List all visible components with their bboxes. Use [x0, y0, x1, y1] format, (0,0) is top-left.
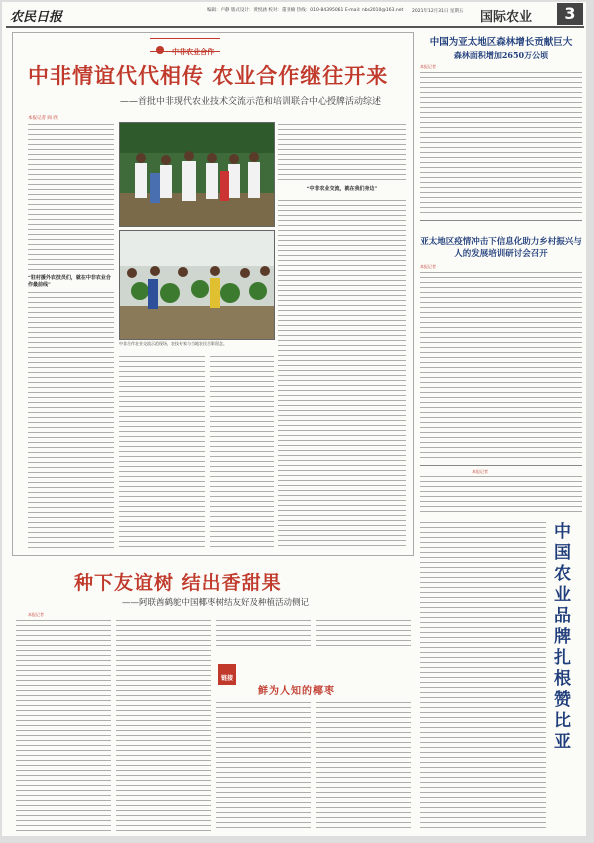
right-story-2-headline: 亚太地区疫情冲击下信息化助力乡村振兴与人的发展培训研讨会召开 — [420, 237, 582, 259]
photo-group-greenhouse — [120, 231, 274, 339]
bottom-box-text-2 — [316, 702, 411, 832]
bottom-headline: 种下友谊树 结出香甜果 — [74, 572, 282, 594]
masthead-info: 编辑：卢静 版式设计：黄悦涵 校对：董亚楠 热线：010-84395061 E-mail: nbs2010@163.net — [207, 8, 404, 13]
lead-text-col-1b — [28, 292, 114, 550]
page-number — [557, 3, 583, 25]
lead-text-col-2 — [119, 356, 205, 550]
lead-headline: 中非情谊代代相传 农业合作继往开来 — [28, 63, 389, 88]
bottom-text-col-4 — [316, 620, 411, 650]
masthead-rule — [6, 26, 584, 28]
photo-group-outdoor — [120, 123, 274, 226]
bottom-link-label — [218, 664, 236, 685]
lead-text-col-3a — [278, 124, 406, 182]
lead-photo-bottom — [119, 230, 275, 340]
right-story-2-byline: 本报记者 — [420, 264, 436, 269]
lead-subhead-2: “中非农业交流，就在我们身边” — [306, 186, 378, 192]
badge-icon — [156, 46, 164, 54]
section-title: 国际农业 — [480, 10, 533, 25]
bottom-text-col-1 — [16, 620, 111, 834]
lead-subheadline: ——首批中非现代农业技术交流示范和培训联合中心授牌活动综述 — [120, 97, 382, 107]
right-story-3-text-b — [420, 522, 546, 832]
right-story-3-text-a — [420, 476, 582, 516]
link-label-text: 链接 — [221, 675, 234, 682]
bottom-box-title: 鲜为人知的椰枣 — [258, 686, 335, 697]
lead-text-col-1 — [28, 124, 114, 272]
lead-text-col-2b — [210, 356, 274, 550]
bottom-subheadline: ——阿联酋鹤鸵中国椰枣树结友好及种植活动侧记 — [122, 598, 310, 608]
right-story-2-text — [420, 272, 582, 462]
right-story-1-text — [420, 72, 582, 217]
lead-text-col-3b — [278, 200, 406, 550]
lead-badge — [150, 38, 220, 56]
lead-photo-caption: 中非合作农业交流示范现场，农技专家与当地农民合影留念。 — [119, 341, 227, 346]
paper-name: 农民日报 — [10, 10, 63, 25]
right-story-3-headline: 中国农业品牌扎根赞比亚 — [554, 522, 571, 752]
right-story-1-subheadline: 森林面积增加2650万公顷 — [453, 50, 549, 60]
lead-photo-top — [119, 122, 275, 227]
right-rule-1 — [420, 220, 582, 221]
right-rule-2 — [420, 465, 582, 466]
right-story-1-headline: 中国为亚太地区森林增长贡献巨大 — [429, 37, 573, 48]
page-number-text: 3 — [564, 4, 576, 23]
bottom-byline: 本报记者 — [28, 612, 44, 617]
right-story-3-byline: 本报记者 — [472, 469, 488, 474]
bottom-text-col-2 — [116, 620, 211, 834]
badge-label: 中非农业合作 — [172, 48, 215, 56]
bottom-text-col-3 — [216, 620, 311, 650]
bottom-box-text-1 — [216, 702, 311, 832]
newspaper-page — [2, 2, 586, 836]
lead-subhead-1: “驻村援外农技员们，就在中非农业合作最前线” — [28, 275, 111, 288]
right-story-1-byline: 本报记者 — [420, 64, 436, 69]
lead-byline: 本报记者 阎 欣 — [28, 116, 58, 121]
masthead-date: 2021年12月31日 星期五 — [412, 9, 464, 14]
